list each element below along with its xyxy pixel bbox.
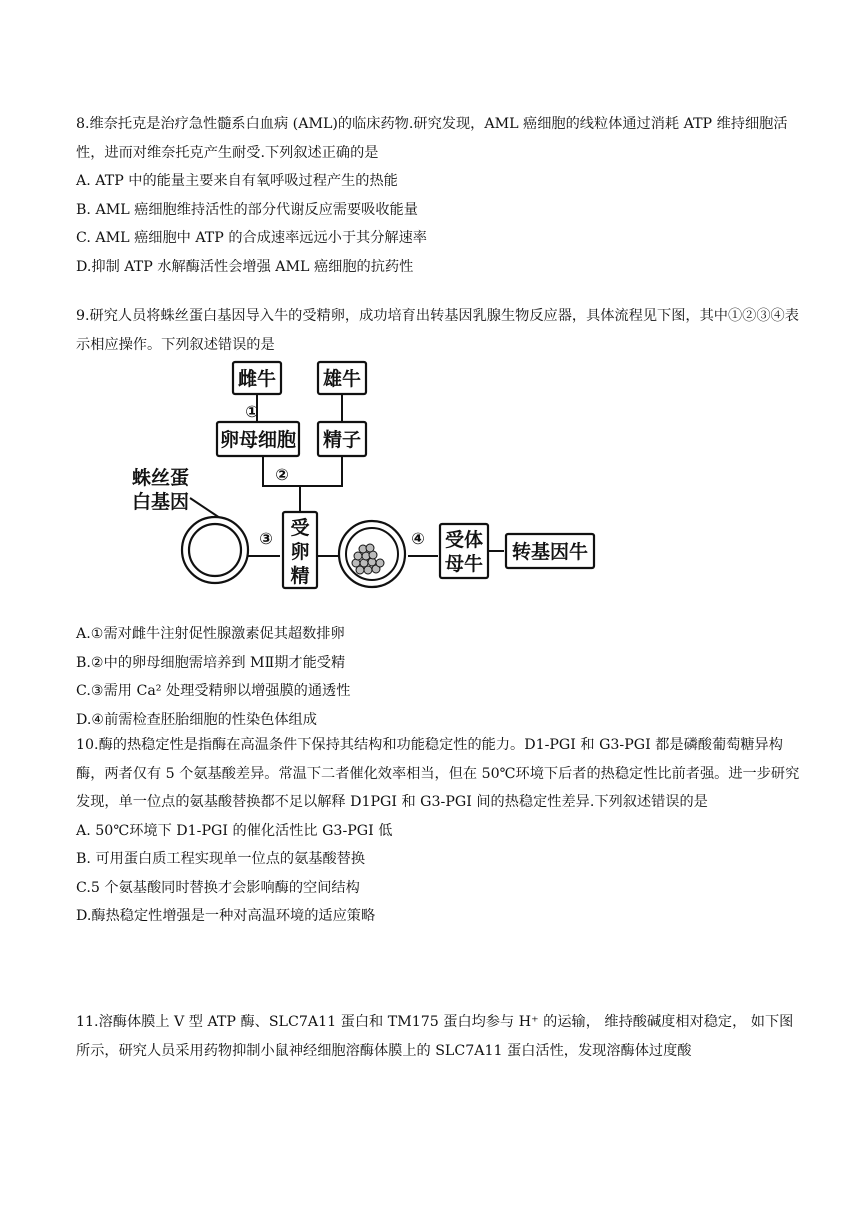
question-11-stem: 11.溶酶体膜上 V 型 ATP 酶、SLC7A11 蛋白和 TM175 蛋白均参与 H⁺ 的运输， 维持酸碱度相对稳定， 如下图所示，研究人员采用药物抑制小鼠神经细胞溶酶体膜上的 SLC7A11 蛋白活性，发现溶酶体过度酸 <box>76 1014 794 1059</box>
embryo-icon <box>339 521 405 587</box>
female-cow-label: 雌牛 <box>237 368 277 390</box>
question-10-option-a: A. 50℃环境下 D1-PGI 的催化活性比 G3-PGI 低 <box>76 822 393 839</box>
question-10-option-b: B. 可用蛋白质工程实现单一位点的氨基酸替换 <box>76 851 366 867</box>
question-9-options <box>76 620 800 734</box>
zygote-char-2: 卵 <box>290 541 310 563</box>
transgenic-cow-label: 转基因牛 <box>511 541 589 563</box>
question-8 <box>76 110 800 281</box>
recipient-cow-label-1: 受体 <box>444 529 484 551</box>
male-cow-label: 雄牛 <box>322 368 362 390</box>
gene-label-2: 白基因 <box>132 491 190 513</box>
question-9-option-c: C.③需用 Ca² 处理受精卵以增强膜的通透性 <box>76 683 351 699</box>
question-9-option-b: B.②中的卵母细胞需培养到 MⅡ期才能受精 <box>76 654 346 671</box>
step-1-marker: ① <box>245 402 259 421</box>
question-9-option-a: A.①需对雌牛注射促性腺激素促其超数排卵 <box>76 626 345 642</box>
plasmid-inner-ring <box>189 524 241 576</box>
gene-label-1: 蛛丝蛋 <box>132 467 190 489</box>
question-10-stem: 10.酶的热稳定性是指酶在高温条件下保持其结构和功能稳定性的能力。D1-PGI 和 G3-PGI 都是磷酸葡萄糖异构酶，两者仅有 5 个氨基酸差异。常温下二者催化效率相当，但在 50℃环境下后者的热稳定性比前者强。进一步研究发现，单一位点的氨基酸替换都不足以解释 D1PGI 和 G3-PGI 间的热稳定性差异.下列叙述错误的是 <box>76 737 800 810</box>
question-8-stem: 8.维奈托克是治疗急性髓系白血病 (AML)的临床药物.研究发现，AML 癌细胞的线粒体通过消耗 ATP 维持细胞活性，进而对维奈托克产生耐受.下列叙述正确的是 <box>76 116 788 161</box>
question-10-option-d: D.酶热稳定性增强是一种对高温环境的适应策略 <box>76 908 376 924</box>
zygote-char-3: 精 <box>290 565 310 587</box>
question-10 <box>76 731 800 931</box>
question-9-stem: 9.研究人员将蛛丝蛋白基因导入牛的受精卵，成功培育出转基因乳腺生物反应器，具体流程见下图，其中①②③④表示相应操作。下列叙述错误的是 <box>76 308 799 353</box>
oocyte-label: 卵母细胞 <box>219 429 297 451</box>
question-8-option-a: A. ATP 中的能量主要来自有氧呼吸过程产生的热能 <box>76 173 398 189</box>
step-3-marker: ③ <box>259 529 273 548</box>
question-9 <box>76 302 800 359</box>
question-10-option-c: C.5 个氨基酸同时替换才会影响酶的空间结构 <box>76 879 360 896</box>
transgenic-cow-flow-diagram <box>120 358 620 598</box>
question-11 <box>76 1008 800 1065</box>
recipient-cow-label-2: 母牛 <box>444 553 484 575</box>
sperm-label: 精子 <box>322 429 362 451</box>
question-8-option-b: B. AML 癌细胞维持活性的部分代谢反应需要吸收能量 <box>76 201 418 218</box>
step-4-marker: ④ <box>411 529 425 548</box>
question-8-option-c: C. AML 癌细胞中 ATP 的合成速率远远小于其分解速率 <box>76 230 427 246</box>
question-9-option-d: D.④前需检查胚胎细胞的性染色体组成 <box>76 711 317 728</box>
question-8-option-d: D.抑制 ATP 水解酶活性会增强 AML 癌细胞的抗药性 <box>76 258 414 275</box>
gene-pointer-line <box>190 498 220 518</box>
zygote-char-1: 受 <box>290 517 310 539</box>
step-2-marker: ② <box>275 465 289 484</box>
